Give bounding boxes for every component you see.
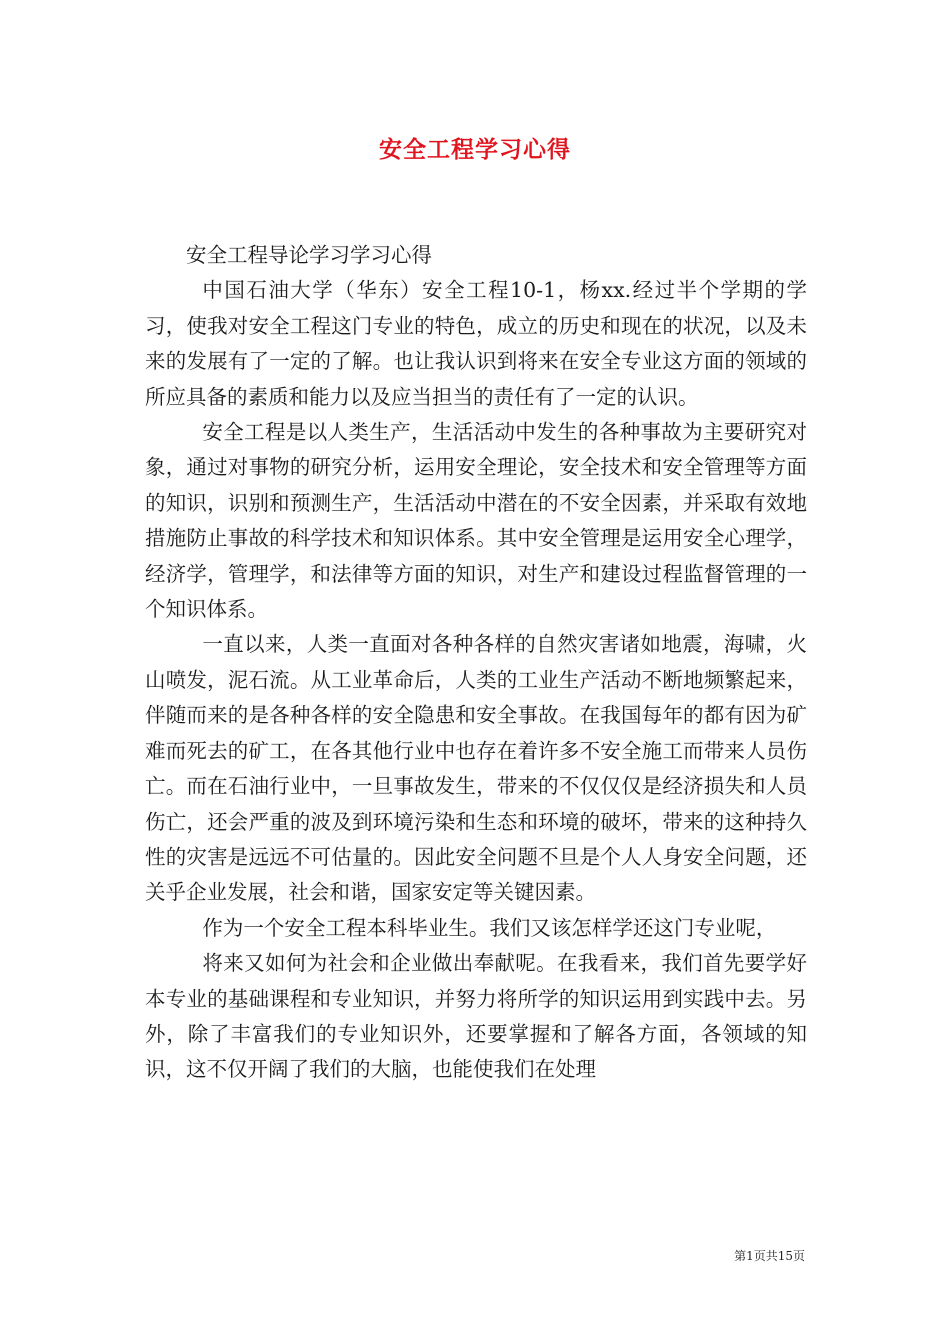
paragraph-2: 安全工程是以人类生产，生活活动中发生的各种事故为主要研究对象，通过对事物的研究分析，运用安全理论，安全技术和安全管理等方面的知识，识别和预测生产，生活活动中潜在的不安全因素，并采取有效地措施防止事故的科学技术和知识体系。其中安全管理是运用安全心理学，经济学，管理学，和法律等方面的知识，对生产和建设过程监督管理的一个知识体系。 bbox=[145, 420, 807, 622]
page-number: 第1页共15页 bbox=[734, 1249, 805, 1263]
paragraph-5: 将来又如何为社会和企业做出奉献呢。在我看来，我们首先要学好本专业的基础课程和专业知识，并努力将所学的知识运用到实践中去。另外，除了丰富我们的专业知识外，还要掌握和了解各方面，各领域的知识，这不仅开阔了我们的大脑，也能使我们在处理 bbox=[145, 951, 807, 1082]
paragraph-3: 一直以来，人类一直面对各种各样的自然灾害诸如地震，海啸，火山喷发，泥石流。从工业革命后，人类的工业生产活动不断地频繁起来，伴随而来的是各种各样的安全隐患和安全事故。在我国每年的都有因为矿难而死去的矿工，在各其他行业中也存在着许多不安全施工而带来人员伤亡。而在石油行业中，一旦事故发生，带来的不仅仅仅是经济损失和人员伤亡，还会严重的波及到环境污染和生态和环境的破坏，带来的这种持久性的灾害是远远不可估量的。因此安全问题不旦是个人人身安全问题，还关乎企业发展，社会和谐，国家安定等关键因素。 bbox=[145, 632, 807, 905]
document-body bbox=[145, 238, 807, 1088]
paragraph-4: 作为一个安全工程本科毕业生。我们又该怎样学还这门专业呢， bbox=[202, 915, 777, 940]
paragraph-1: 中国石油大学（华东）安全工程10-1，杨xx.经过半个学期的学习，使我对安全工程这门专业的特色，成立的历史和现在的状况，以及未来的发展有了一定的了解。也让我认识到将来在安全专业这方面的领域的所应具备的素质和能力以及应当担当的责任有了一定的认识。 bbox=[145, 278, 807, 409]
document-title: 安全工程学习心得 bbox=[379, 136, 571, 163]
document-subtitle: 安全工程导论学习学习心得 bbox=[186, 243, 432, 267]
